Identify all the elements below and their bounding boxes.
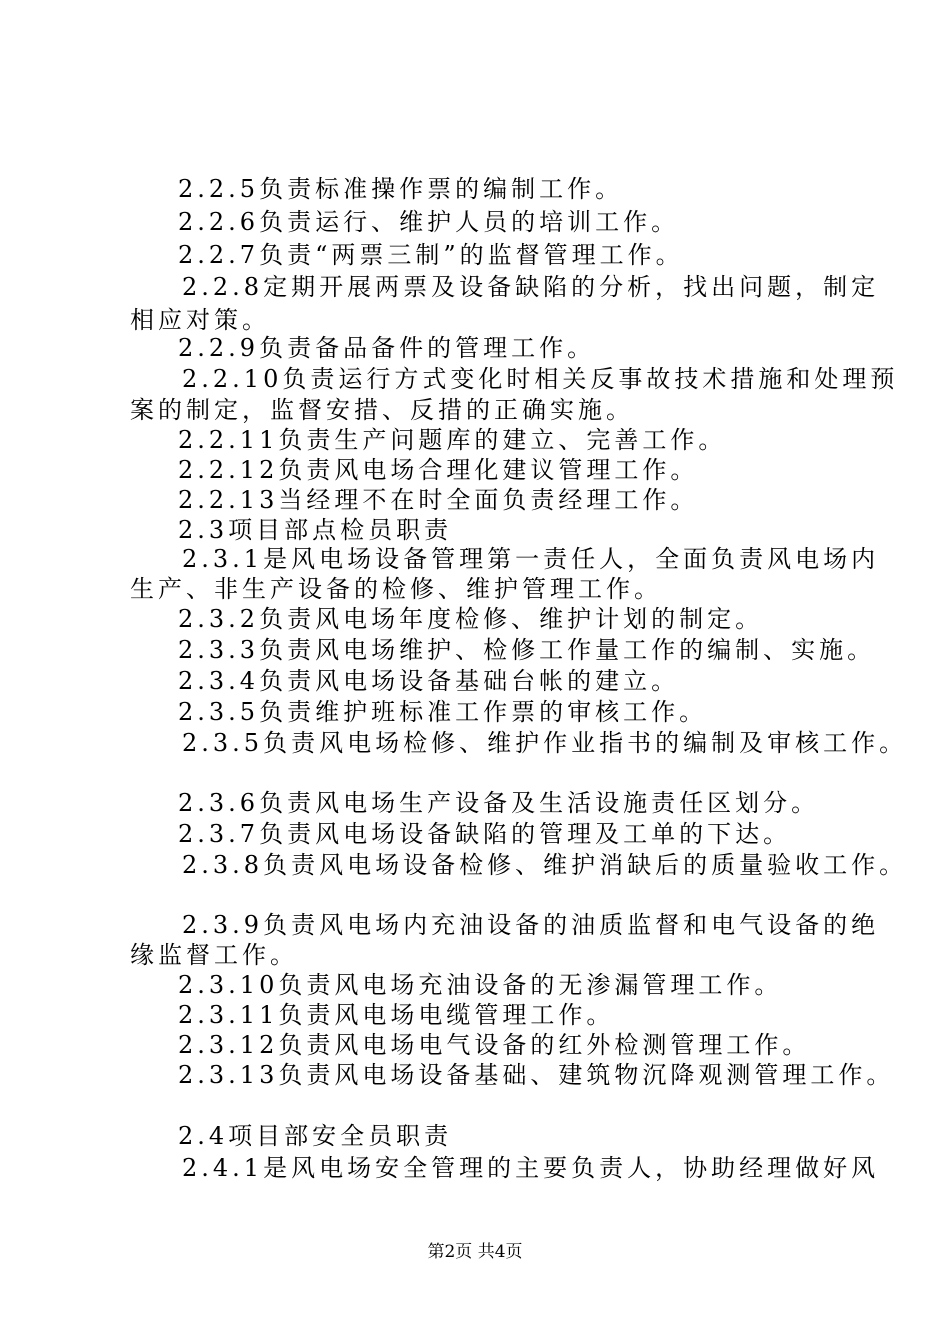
section-heading: 2.3项目部点检员职责 (178, 516, 453, 544)
text-line: 2.2.7负责“两票三制”的监督管理工作。 (178, 241, 684, 269)
text-line: 2.3.9负责风电场内充油设备的油质监督和电气设备的绝 (182, 911, 880, 939)
text-line: 2.2.9负责备品备件的管理工作。 (178, 334, 596, 362)
text-line: 缘监督工作。 (130, 941, 298, 969)
text-line: 2.3.7负责风电场设备缺陷的管理及工单的下达。 (178, 820, 792, 848)
text-line: 2.3.5负责维护班标准工作票的审核工作。 (178, 698, 708, 726)
text-line: 2.2.8定期开展两票及设备缺陷的分析，找出问题，制定 (182, 273, 880, 301)
text-line: 2.2.5负责标准操作票的编制工作。 (178, 175, 624, 203)
text-line: 2.2.11负责生产问题库的建立、完善工作。 (178, 426, 727, 454)
text-line: 2.3.8负责风电场设备检修、维护消缺后的质量验收工作。 (182, 851, 908, 879)
text-line: 生产、非生产设备的检修、维护管理工作。 (130, 575, 662, 603)
text-line: 2.2.12负责风电场合理化建议管理工作。 (178, 456, 699, 484)
text-line: 2.3.3负责风电场维护、检修工作量工作的编制、实施。 (178, 636, 876, 664)
text-line: 2.3.4负责风电场设备基础台帐的建立。 (178, 667, 680, 695)
text-line: 2.2.13当经理不在时全面负责经理工作。 (178, 486, 699, 514)
text-line: 2.3.13负责风电场设备基础、建筑物沉降观测管理工作。 (178, 1061, 895, 1089)
text-line: 2.3.12负责风电场电气设备的红外检测管理工作。 (178, 1031, 811, 1059)
text-line: 2.3.5负责风电场检修、维护作业指书的编制及审核工作。 (182, 729, 908, 757)
section-heading: 2.4项目部安全员职责 (178, 1122, 453, 1150)
text-line: 2.3.1是风电场设备管理第一责任人，全面负责风电场内 (182, 545, 880, 573)
text-line: 2.3.2负责风电场年度检修、维护计划的制定。 (178, 605, 764, 633)
text-line: 2.2.6负责运行、维护人员的培训工作。 (178, 208, 680, 236)
text-line: 2.3.11负责风电场电缆管理工作。 (178, 1001, 615, 1029)
text-line: 2.3.6负责风电场生产设备及生活设施责任区划分。 (178, 789, 820, 817)
text-line: 2.4.1是风电场安全管理的主要负责人，协助经理做好风 (182, 1154, 880, 1182)
text-line: 2.3.10负责风电场充油设备的无渗漏管理工作。 (178, 971, 783, 999)
page-number: 第2页 共4页 (427, 1242, 523, 1262)
text-line: 相应对策。 (130, 306, 270, 334)
text-line: 2.2.10负责运行方式变化时相关反事故技术措施和处理预 (182, 365, 899, 393)
text-line: 案的制定，监督安措、反措的正确实施。 (130, 396, 634, 424)
